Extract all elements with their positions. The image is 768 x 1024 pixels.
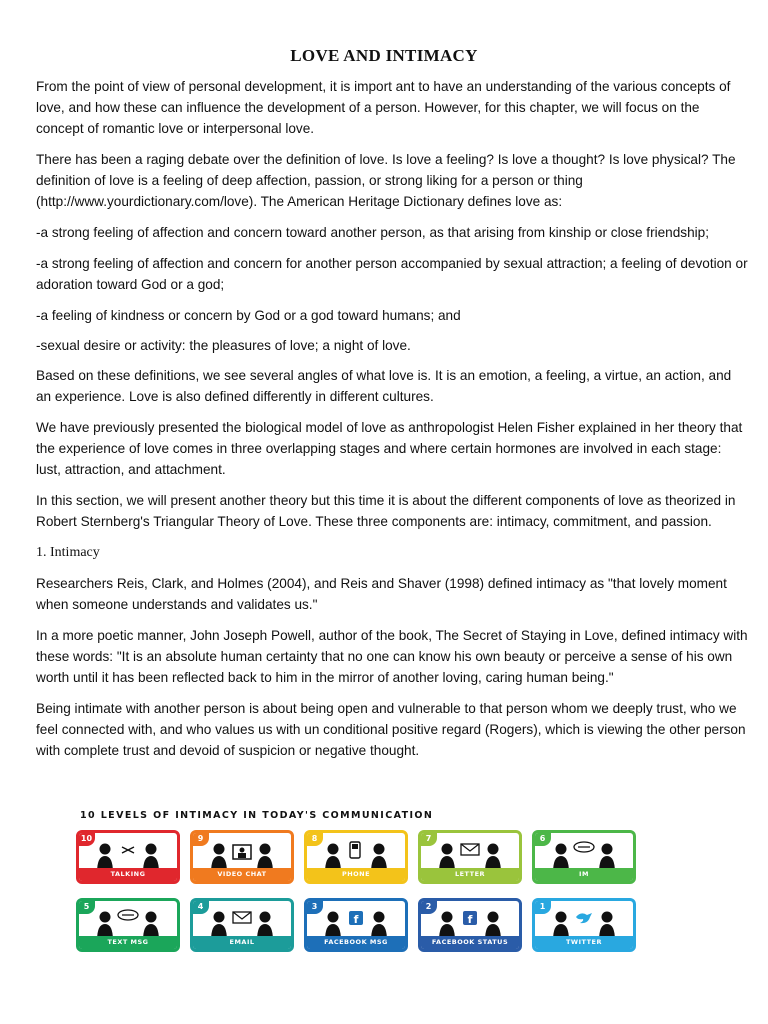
paragraph: Researchers Reis, Clark, and Holmes (2004), and Reis and Shaver (1998) defined intimacy as "that lovely moment when someone understands and validates us." xyxy=(36,576,727,612)
paragraph: There has been a raging debate over the definition of love. Is love a feeling? Is love a thought? Is love physical? The definition of love is a feeling of deep affection, passion, or strong liking for a person or thing (http://www.yourdictionary.com/love). The American Heritage Dictionary defines love as: xyxy=(36,152,736,209)
level-label: TWITTER xyxy=(535,936,633,949)
page-title: LOVE AND INTIMACY xyxy=(290,46,478,65)
svg-text:f: f xyxy=(353,913,359,926)
infographic-title: 10 LEVELS OF INTIMACY IN TODAY'S COMMUNICATION xyxy=(80,810,434,821)
paragraph: -sexual desire or activity: the pleasures of love; a night of love. xyxy=(36,338,411,353)
level-number: 10 xyxy=(78,832,95,846)
level-number: 6 xyxy=(534,832,551,846)
intimacy-level-card xyxy=(76,898,180,952)
paragraph: Being intimate with another person is about being open and vulnerable to that person whom we deeply trust, who we feel connected with, and who values us with un conditional positive regard (Rogers), which is viewing the other person with complete trust and devoid of suspicion or negative thought. xyxy=(36,701,746,758)
intimacy-level-card xyxy=(418,830,522,884)
level-label: VIDEO CHAT xyxy=(193,868,291,881)
level-label: LETTER xyxy=(421,868,519,881)
intimacy-level-card xyxy=(304,830,408,884)
paragraph: Based on these definitions, we see several angles of what love is. It is an emotion, a feeling, a virtue, an action, and an experience. Love is also defined differently in different cultures. xyxy=(36,368,732,404)
level-label: TEXT MSG xyxy=(79,936,177,949)
level-label: FACEBOOK STATUS xyxy=(421,936,519,949)
document-body xyxy=(36,76,748,771)
intimacy-level-card xyxy=(190,898,294,952)
level-label: FACEBOOK MSG xyxy=(307,936,405,949)
section-heading: 1. Intimacy xyxy=(36,545,100,560)
level-number: 7 xyxy=(420,832,437,846)
level-number: 4 xyxy=(192,900,209,914)
paragraph: From the point of view of personal development, it is import ant to have an understanding of the various concepts of love, and how these can influence the development of a person. However, for this chapter, we will focus on the concept of romantic love or interpersonal love. xyxy=(36,79,731,136)
paragraph: In this section, we will present another theory but this time it is about the different components of love as theorized in Robert Sternberg's Triangular Theory of Love. These three components are: intimacy, commitment, and passion. xyxy=(36,493,736,529)
level-number: 1 xyxy=(534,900,551,914)
intimacy-level-card xyxy=(532,898,636,952)
intimacy-level-card xyxy=(190,830,294,884)
level-number: 2 xyxy=(420,900,437,914)
intimacy-levels-infographic xyxy=(62,808,656,966)
svg-text:f: f xyxy=(467,913,473,926)
level-number: 3 xyxy=(306,900,323,914)
level-label: PHONE xyxy=(307,868,405,881)
level-number: 9 xyxy=(192,832,209,846)
paragraph: We have previously presented the biological model of love as anthropologist Helen Fisher explained in her theory that the experience of love comes in three overlapping stages and where certain hormones are involved in each stage: lust, attraction, and attachment. xyxy=(36,420,743,477)
level-number: 5 xyxy=(78,900,95,914)
level-label: TALKING xyxy=(79,868,177,881)
paragraph: -a feeling of kindness or concern by God or a god toward humans; and xyxy=(36,308,461,323)
intimacy-level-card xyxy=(532,830,636,884)
level-label: EMAIL xyxy=(193,936,291,949)
level-number: 8 xyxy=(306,832,323,846)
paragraph: -a strong feeling of affection and concern toward another person, as that arising from kinship or close friendship; xyxy=(36,225,710,240)
intimacy-level-card xyxy=(418,898,522,952)
paragraph: -a strong feeling of affection and concern for another person accompanied by sexual attraction; a feeling of devotion or adoration toward God or a god; xyxy=(36,256,748,292)
paragraph: In a more poetic manner, John Joseph Powell, author of the book, The Secret of Staying in Love, defined intimacy with these words: "It is an absolute human certainty that no one can know his own beauty or perceive a sense of his own worth until it has been reflected back to him in the mirror of another loving, caring human being." xyxy=(36,628,748,685)
level-label: IM xyxy=(535,868,633,881)
intimacy-level-card xyxy=(304,898,408,952)
intimacy-level-card xyxy=(76,830,180,884)
